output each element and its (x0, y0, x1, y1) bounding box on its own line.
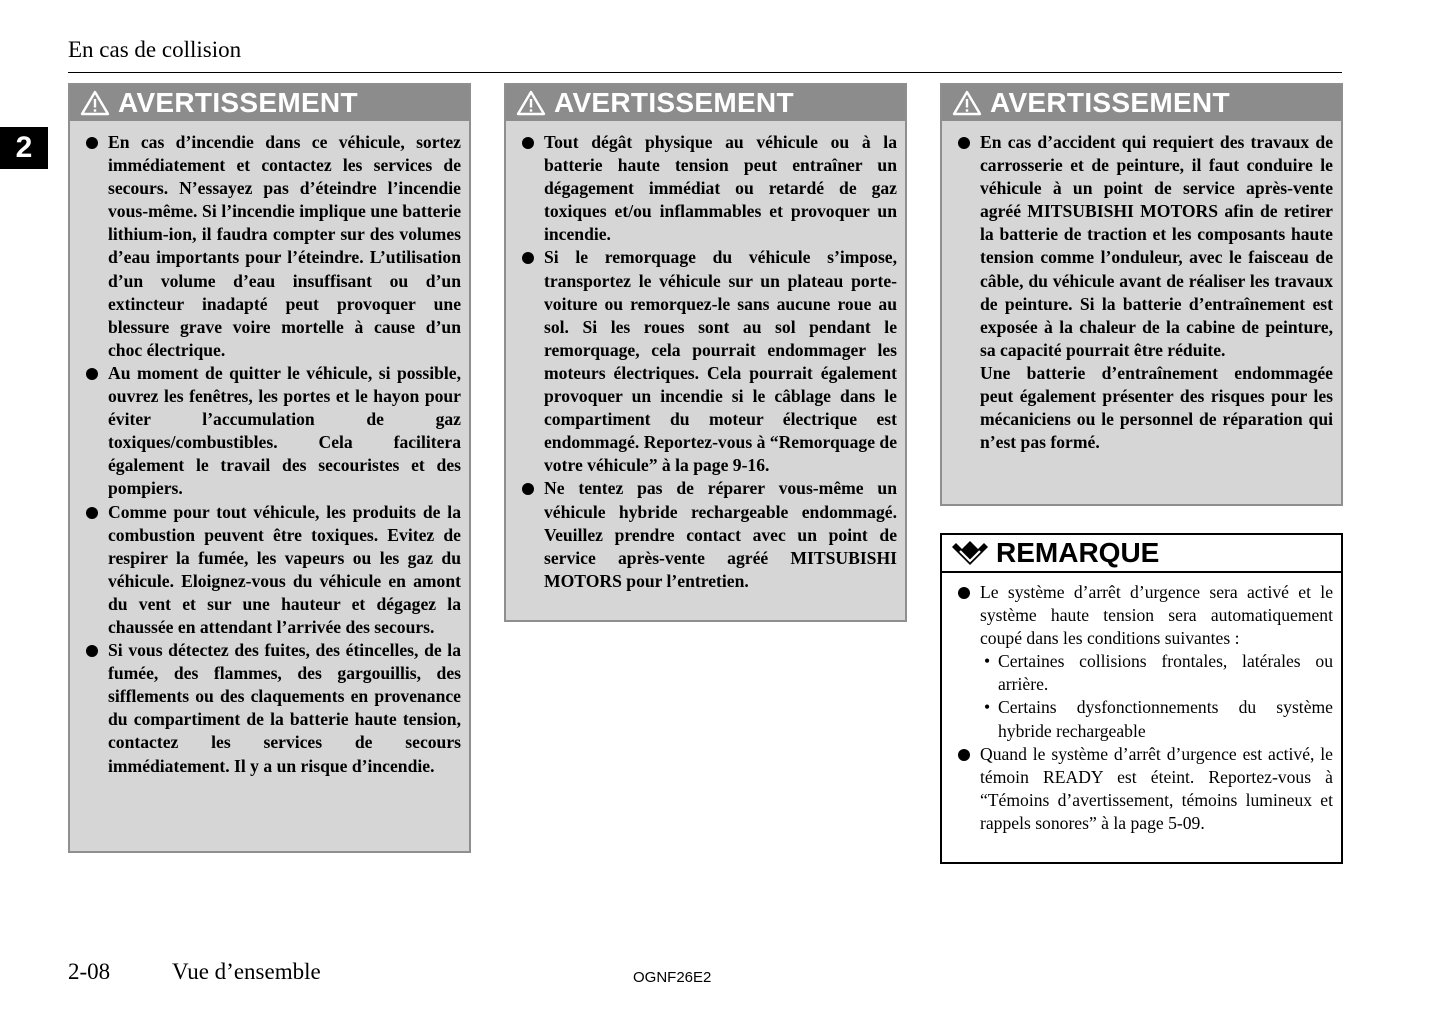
bullet-icon (86, 137, 98, 149)
warning-item-text: Tout dégât physique au véhicule ou à la batterie haute tension peut entraîner un dégagement immédiat ou retardé de gaz toxiques et/ou inflammables et provoquer un incendie. (544, 132, 897, 245)
page-number: 2-08 (68, 959, 111, 984)
warning-item (86, 501, 461, 640)
warning-item-text: En cas d’incendie dans ce véhicule, sortez immédiatement et contactez les services de secours. N’essayez pas d’éteindre l’incendie vous-même. Si l’incendie implique une batterie lithium-ion, il faudra compter sur des volumes d’eau importants pour l’éteindre. L’utilisation d’un volume d’eau insuffisant ou d’un extincteur inadapté peut provoquer une blessure grave voire mortelle à cause d’un choc électrique. (108, 132, 461, 360)
warning-item-text: Si vous détectez des fuites, des étincelles, de la fumée, des flammes, des gargouillis, des sifflements ou des claquements en provenance du compartiment de la batterie haute tension, contactez les services de secours immédiatement. Il y a un risque d’incendie. (108, 640, 461, 776)
bullet-icon (522, 483, 534, 495)
warning-header (942, 85, 1341, 121)
warning-box-towing (504, 83, 907, 622)
bullet-icon (86, 368, 98, 380)
warning-item (86, 131, 461, 362)
sub-bullet-icon: • (984, 651, 991, 672)
warning-item-text: Si le remorquage du véhicule s’impose, transportez le véhicule sur un plateau porte-voiture ou remorquez-le sans aucune roue au sol. Si les roues sont au sol pendant le remorquage, cela pourrait endommager les moteurs électriques. Cela pourrait également provoquer un incendie si le câblage dans le compartiment du moteur électrique est endommagé. Reportez-vous à “Remorquage de votre véhicule” à la page 9-16. (544, 247, 897, 476)
bullet-icon (958, 587, 970, 599)
warning-triangle-icon (516, 90, 546, 116)
warning-item (522, 477, 897, 592)
note-subitem (958, 696, 1333, 742)
header-divider (68, 72, 1342, 73)
note-header (942, 535, 1341, 573)
note-item-text: Quand le système d’arrêt d’urgence est activé, le témoin READY est éteint. Reportez-vous à “Témoins d’avertissement, témoins lumineux et rappels sonores” à la page 5-09. (980, 743, 1333, 833)
note-box (940, 533, 1343, 864)
bullet-icon (86, 645, 98, 657)
warning-item-text: Comme pour tout véhicule, les produits de la combustion peuvent être toxiques. Evitez de respirer la fumée, les vapeurs ou les gaz du véhicule. Eloignez-vous du véhicule en amont du vent et sur une hauteur et dégagez la chaussée en attendant l’arrivée des secours. (108, 501, 461, 637)
section-title: Vue d’ensemble (172, 959, 321, 984)
warning-triangle-icon (952, 90, 982, 116)
page-title: En cas de collision (68, 37, 242, 62)
warning-item-text: Ne tentez pas de réparer vous-même un véhicule hybride rechargeable endommagé. Veuillez prendre contact avec un point de service après-vente agréé MITSUBISHI MOTORS pour l’entretien. (544, 478, 897, 591)
note-item-text: Le système d’arrêt d’urgence sera activé et le système haute tension sera automatiquement coupé dans les conditions suivantes : (980, 582, 1333, 649)
sub-bullet-icon: • (984, 697, 991, 718)
warning-item (958, 131, 1333, 362)
warning-item-text: En cas d’accident qui requiert des travaux de carrosserie et de peinture, il faut conduire le véhicule à un point de service après-vente agréé MITSUBISHI MOTORS afin de retirer la batterie de traction et les composants haute tension comme l’onduleur, avec le faisceau de câble, du véhicule avant de réaliser les travaux de peinture. Si la batterie d’entraînement est exposée à la chaleur de la cabine de peinture, sa capacité pourrait être réduite. (980, 132, 1333, 360)
note-label: REMARQUE (996, 537, 1160, 568)
warning-continuation (958, 362, 1333, 454)
warning-continuation-text: Une batterie d’entraînement endommagée peut également présenter des risques pour les mécaniciens ou le personnel de réparation qui n’est pas formé. (980, 362, 1333, 453)
warning-label: AVERTISSEMENT (990, 87, 1230, 118)
warning-box-fire (68, 83, 471, 853)
chapter-tab[interactable]: 2 (0, 127, 48, 169)
warning-item (86, 362, 461, 501)
warning-header (506, 85, 905, 121)
note-item (958, 581, 1333, 650)
warning-triangle-icon (80, 90, 110, 116)
warning-item (86, 639, 461, 778)
warning-item (522, 131, 897, 246)
note-subitem-text: Certaines collisions frontales, latérales ou arrière. (998, 651, 1333, 695)
warning-label: AVERTISSEMENT (118, 87, 358, 118)
bullet-icon (522, 137, 534, 149)
bullet-icon (958, 749, 970, 761)
note-subitem (958, 650, 1333, 696)
document-code: OGNF26E2 (633, 969, 712, 986)
bullet-icon (522, 252, 534, 264)
warning-label: AVERTISSEMENT (554, 87, 794, 118)
note-subitem-text: Certains dysfonctionnements du système hybride rechargeable (998, 697, 1333, 741)
remarque-icon (950, 539, 990, 567)
warning-header (70, 85, 469, 121)
warning-box-bodywork (940, 83, 1343, 506)
warning-item (522, 246, 897, 477)
note-item (958, 743, 1333, 835)
bullet-icon (958, 137, 970, 149)
bullet-icon (86, 507, 98, 519)
warning-item-text: Au moment de quitter le véhicule, si possible, ouvrez les fenêtres, les portes et le hayon pour éviter l’accumulation de gaz toxiques/combustibles. Cela facilitera également le travail des secouristes et des pompiers. (108, 362, 461, 499)
